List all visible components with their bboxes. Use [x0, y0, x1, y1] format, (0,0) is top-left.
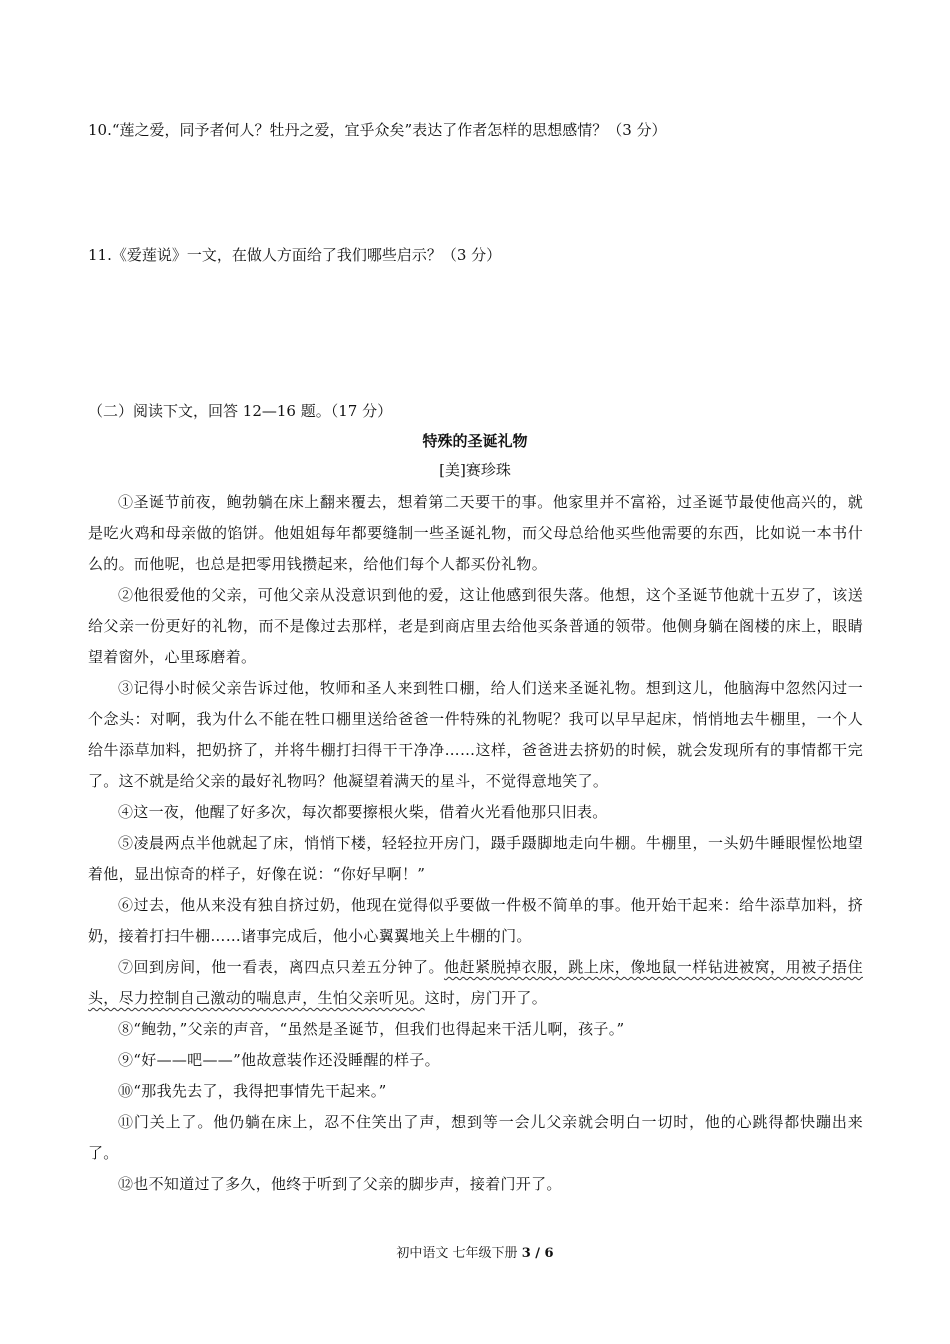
paragraph-5: ⑤凌晨两点半他就起了床，悄悄下楼，轻轻拉开房门，蹑手蹑脚地走向牛棚。牛棚里，一头奶牛睡眼惺忪地望着他，显出惊奇的样子，好像在说：“你好早啊！”: [88, 834, 863, 883]
page-number: 3 / 6: [521, 1246, 554, 1261]
paragraph-11: ⑪门关上了。他仍躺在床上，忍不住笑出了声，想到等一会儿父亲就会明白一切时，他的心跳得都快蹦出来了。: [88, 1113, 863, 1162]
section-heading: （二）阅读下文，回答 12—16 题。（17 分）: [88, 402, 393, 420]
wavy-underlined-sentence: 他赶紧脱掉衣服，跳上床，像地鼠一样钻进被窝，用被子捂住头，尽力控制自己激动的喘息声，生怕父亲听见。: [88, 958, 863, 1007]
paragraph-10: ⑩“那我先去了，我得把事情先干起来。”: [118, 1082, 387, 1100]
question-11: 11.《爱莲说》一文，在做人方面给了我们哪些启示？（3 分）: [88, 246, 502, 264]
footer-label: 初中语文 七年级下册: [396, 1246, 522, 1261]
paragraph-4: ④这一夜，他醒了好多次，每次都要擦根火柴，借着火光看他那只旧表。: [118, 803, 608, 821]
paragraph-7-start: ⑦回到房间，他一看表，离四点只差五分钟了。: [118, 958, 445, 976]
paragraph-9: ⑨“好——吧——”他故意装作还没睡醒的样子。: [118, 1051, 440, 1069]
paragraph-6: ⑥过去，他从来没有独自挤过奶，他现在觉得似乎要做一件极不简单的事。他开始干起来：给牛添草加料，挤奶，接着打扫牛棚……诸事完成后，他小心翼翼地关上牛棚的门。: [88, 896, 863, 945]
paragraph-12: ⑫也不知道过了多久，他终于听到了父亲的脚步声，接着门开了。: [118, 1175, 562, 1193]
article-body: [88, 487, 863, 1200]
paragraph-3: ③记得小时候父亲告诉过他，牧师和圣人来到牲口棚，给人们送来圣诞礼物。想到这儿，他脑海中忽然闪过一个念头：对啊，我为什么不能在牲口棚里送给爸爸一件特殊的礼物呢？我可以早早起床，悄悄地去牛棚里，一个人给牛添草加料，把奶挤了，并将牛棚打扫得干干净净……这样，爸爸进去挤奶的时候，就会发现所有的事情都干完了。这不就是给父亲的最好礼物吗？他凝望着满天的星斗，不觉得意地笑了。: [88, 679, 863, 790]
paragraph-1: ①圣诞节前夜，鲍勃躺在床上翻来覆去，想着第二天要干的事。他家里并不富裕，过圣诞节最使他高兴的，就是吃火鸡和母亲做的馅饼。他姐姐每年都要缝制一些圣诞礼物，而父母总给他买些他需要的东西，比如说一本书什么的。而他呢，也总是把零用钱攒起来，给他们每个人都买份礼物。: [88, 493, 863, 573]
article-author: [美]赛珍珠: [439, 461, 511, 479]
paragraph-2: ②他很爱他的父亲，可他父亲从没意识到他的爱，这让他感到很失落。他想，这个圣诞节他就十五岁了，该送给父亲一份更好的礼物，而不是像过去那样，老是到商店里去给他买条普通的领带。他侧身躺在阁楼的床上，眼睛望着窗外，心里琢磨着。: [88, 586, 863, 666]
paragraph-8: ⑧“鲍勃，”父亲的声音，“虽然是圣诞节，但我们也得起来干活儿啊，孩子。”: [118, 1020, 625, 1038]
paragraph-7: [88, 952, 863, 1014]
article-title: 特殊的圣诞礼物: [422, 432, 528, 450]
paragraph-7-end: 这时，房门开了。: [424, 989, 548, 1007]
question-10: 10.“莲之爱，同予者何人？牡丹之爱，宜乎众矣”表达了作者怎样的思想感情？（3 分）: [88, 121, 667, 139]
page-footer: [0, 1245, 950, 1263]
